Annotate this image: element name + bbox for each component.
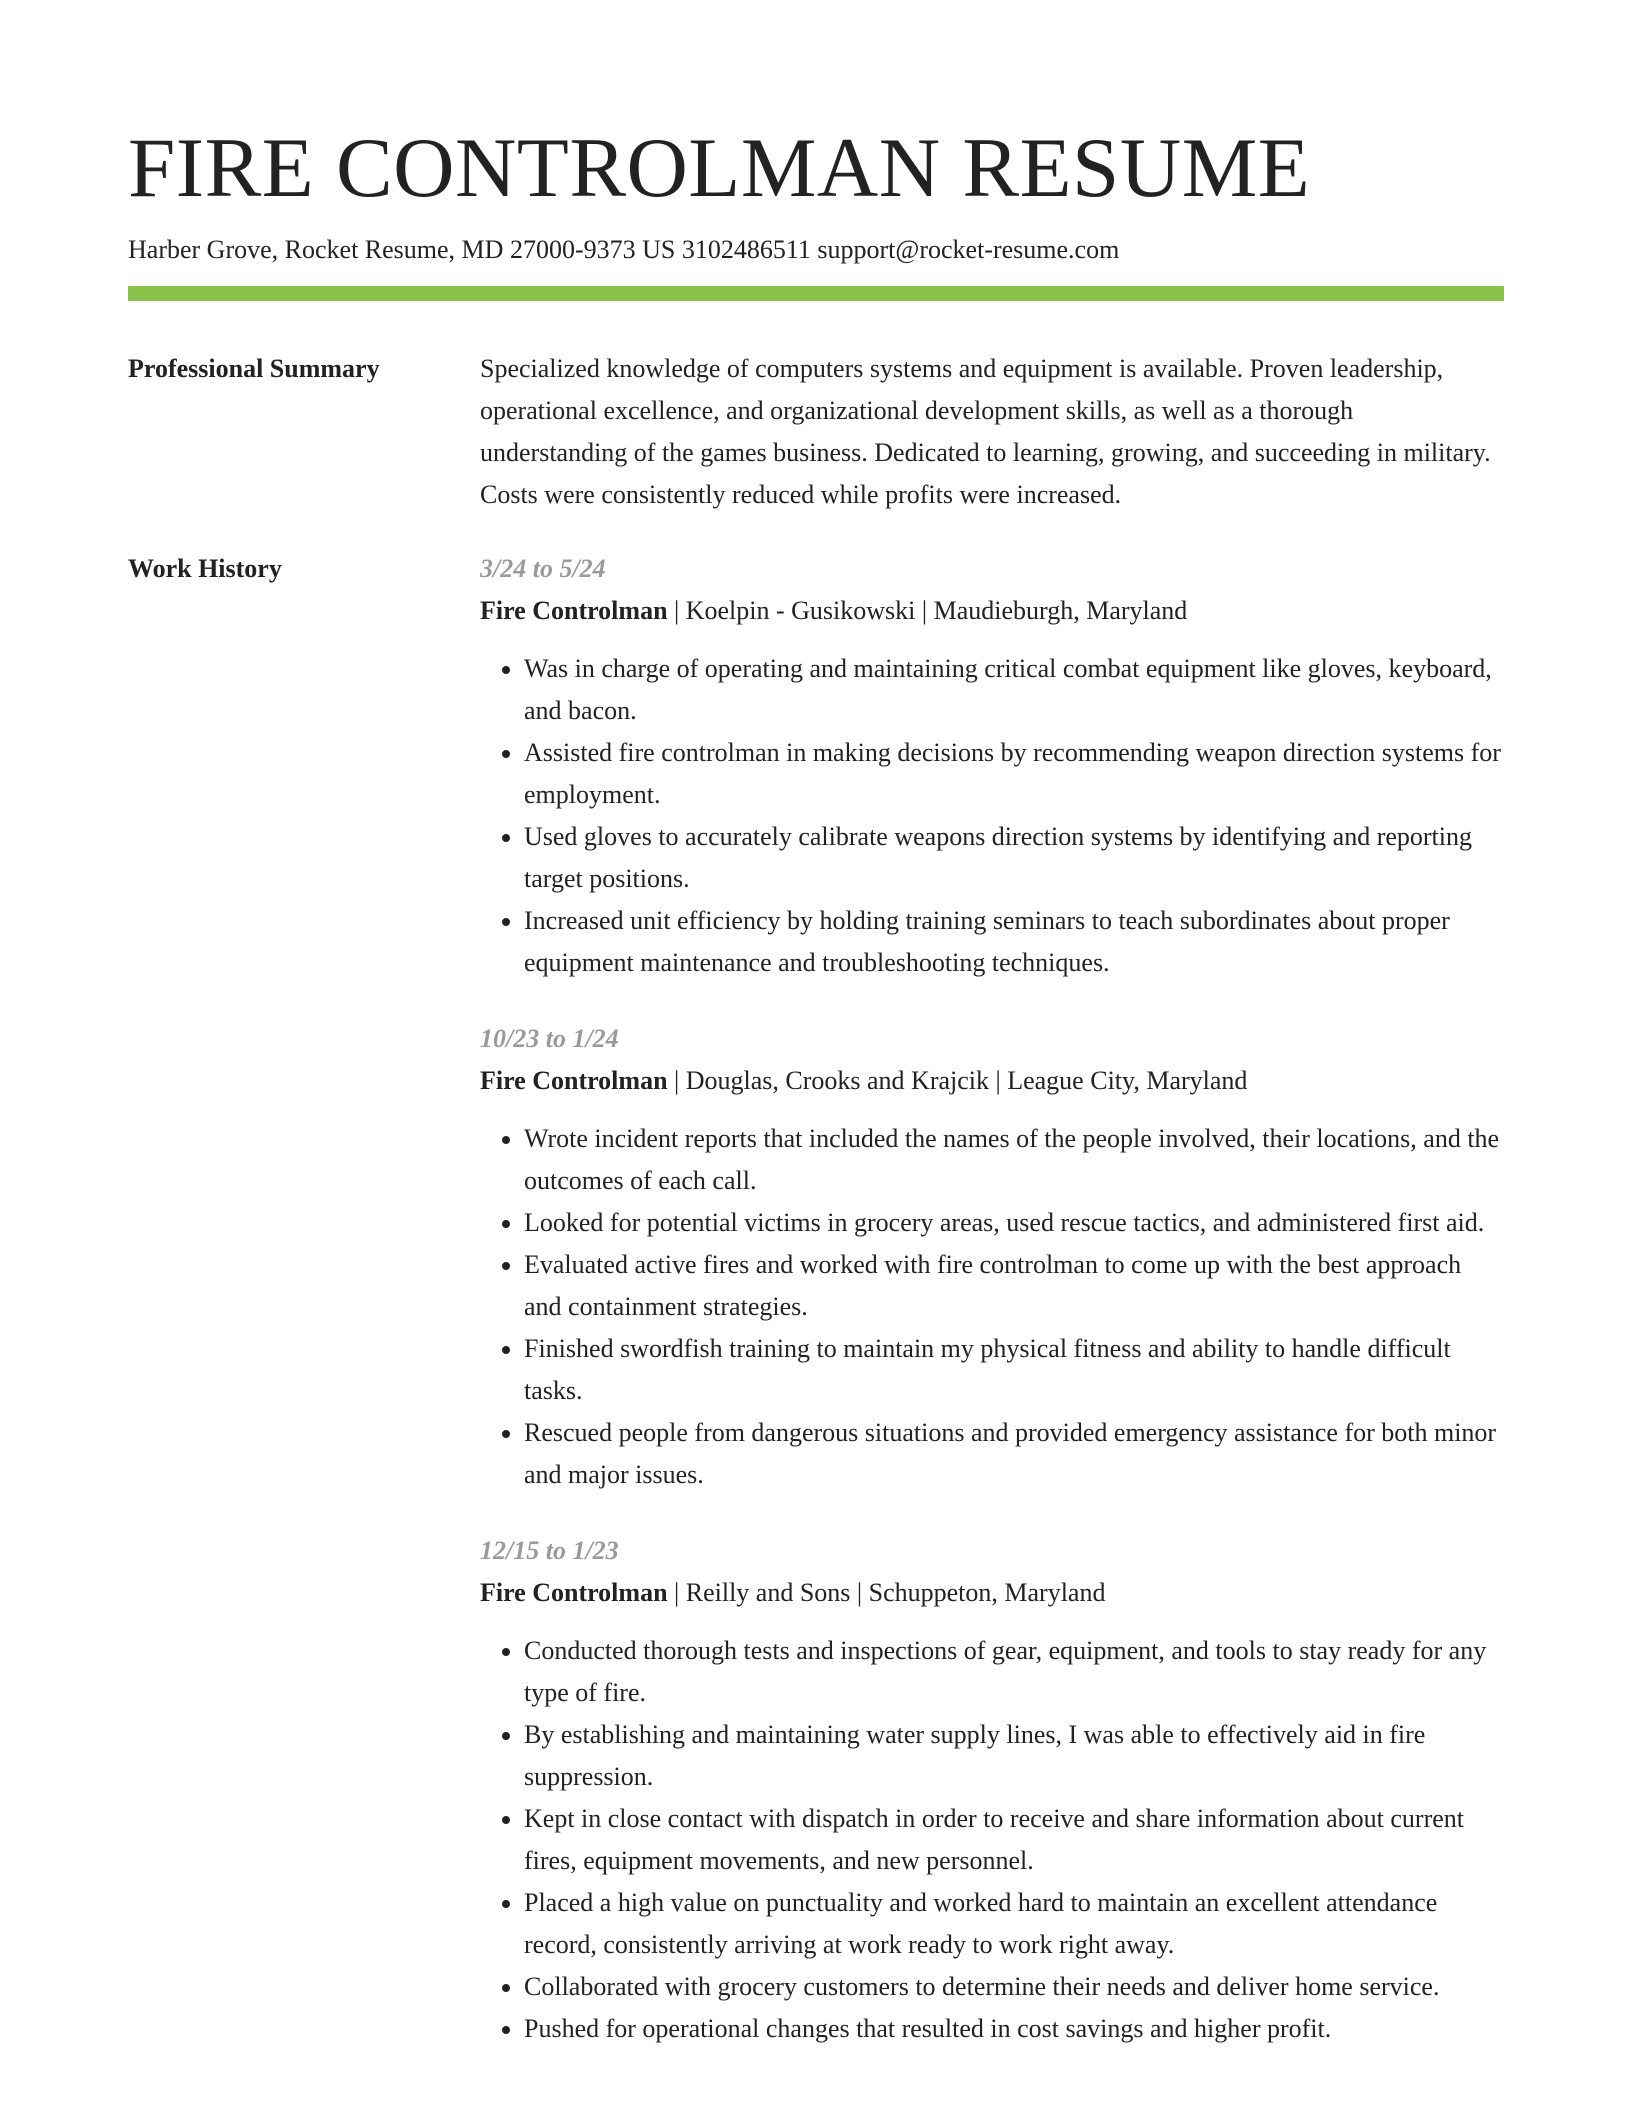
section-label-work-history: Work History <box>128 554 282 583</box>
job-dates: 12/15 to 1/23 <box>480 1536 619 1565</box>
job-entry <box>480 548 1504 984</box>
job-bullets <box>480 1118 1504 1496</box>
job-bullet: • Rescued people from dangerous situations and provided emergency assistance for both minor and major issues. <box>524 1412 1504 1496</box>
job-bullet: • Placed a high value on punctuality and worked hard to maintain an excellent attendance record, consistently arriving at work ready to work right away. <box>524 1882 1504 1966</box>
job-details: | Koelpin - Gusikowski | Maudieburgh, Maryland <box>667 596 1188 625</box>
job-entry <box>480 1530 1504 2050</box>
resume-title: FIRE CONTROLMAN RESUME <box>128 121 1311 215</box>
job-title: Fire Controlman <box>480 596 668 625</box>
job-bullet: • Increased unit efficiency by holding training seminars to teach subordinates about proper equipment maintenance and troubleshooting techniques. <box>524 900 1504 984</box>
job-title-line <box>480 1572 1504 1614</box>
job-bullet: • Assisted fire controlman in making decisions by recommending weapon direction systems for employment. <box>524 732 1504 816</box>
work-history-body <box>480 548 1504 2084</box>
section-label-summary: Professional Summary <box>128 354 380 383</box>
job-bullet: • Pushed for operational changes that resulted in cost savings and higher profit. <box>524 2008 1504 2050</box>
contact-line: Harber Grove, Rocket Resume, MD 27000-9373 US 3102486511 support@rocket-resume.com <box>128 235 1120 264</box>
job-dates: 10/23 to 1/24 <box>480 1024 619 1053</box>
job-bullet: • Looked for potential victims in grocery areas, used rescue tactics, and administered first aid. <box>524 1202 1504 1244</box>
job-title-line <box>480 590 1504 632</box>
job-title: Fire Controlman <box>480 1066 668 1095</box>
job-entry <box>480 1018 1504 1496</box>
summary-text: Specialized knowledge of computers systems and equipment is available. Proven leadership, operational excellence, and organizational development skills, as well as a thorough understanding of the games business. Dedicated to learning, growing, and succeeding in military. Costs were consistently reduced while profits were increased. <box>480 354 1491 509</box>
job-details: | Reilly and Sons | Schuppeton, Maryland <box>667 1578 1106 1607</box>
job-title-line <box>480 1060 1504 1102</box>
job-dates: 3/24 to 5/24 <box>480 554 606 583</box>
job-bullets <box>480 1630 1504 2050</box>
job-title: Fire Controlman <box>480 1578 668 1607</box>
job-bullet: • Was in charge of operating and maintaining critical combat equipment like gloves, keyboard, and bacon. <box>524 648 1504 732</box>
job-bullet: • Wrote incident reports that included the names of the people involved, their locations, and the outcomes of each call. <box>524 1118 1504 1202</box>
job-bullet: • Evaluated active fires and worked with fire controlman to come up with the best approach and containment strategies. <box>524 1244 1504 1328</box>
job-details: | Douglas, Crooks and Krajcik | League City, Maryland <box>667 1066 1248 1095</box>
job-bullet: • Collaborated with grocery customers to determine their needs and deliver home service. <box>524 1966 1504 2008</box>
job-bullets <box>480 648 1504 984</box>
job-bullet: • Finished swordfish training to maintain my physical fitness and ability to handle difficult tasks. <box>524 1328 1504 1412</box>
job-bullet: • By establishing and maintaining water supply lines, I was able to effectively aid in fire suppression. <box>524 1714 1504 1798</box>
job-bullet: • Kept in close contact with dispatch in order to receive and share information about current fires, equipment movements, and new personnel. <box>524 1798 1504 1882</box>
summary-body <box>480 348 1504 516</box>
job-bullet: • Used gloves to accurately calibrate weapons direction systems by identifying and reporting target positions. <box>524 816 1504 900</box>
job-bullet: • Conducted thorough tests and inspections of gear, equipment, and tools to stay ready for any type of fire. <box>524 1630 1504 1714</box>
header-divider <box>128 286 1504 301</box>
